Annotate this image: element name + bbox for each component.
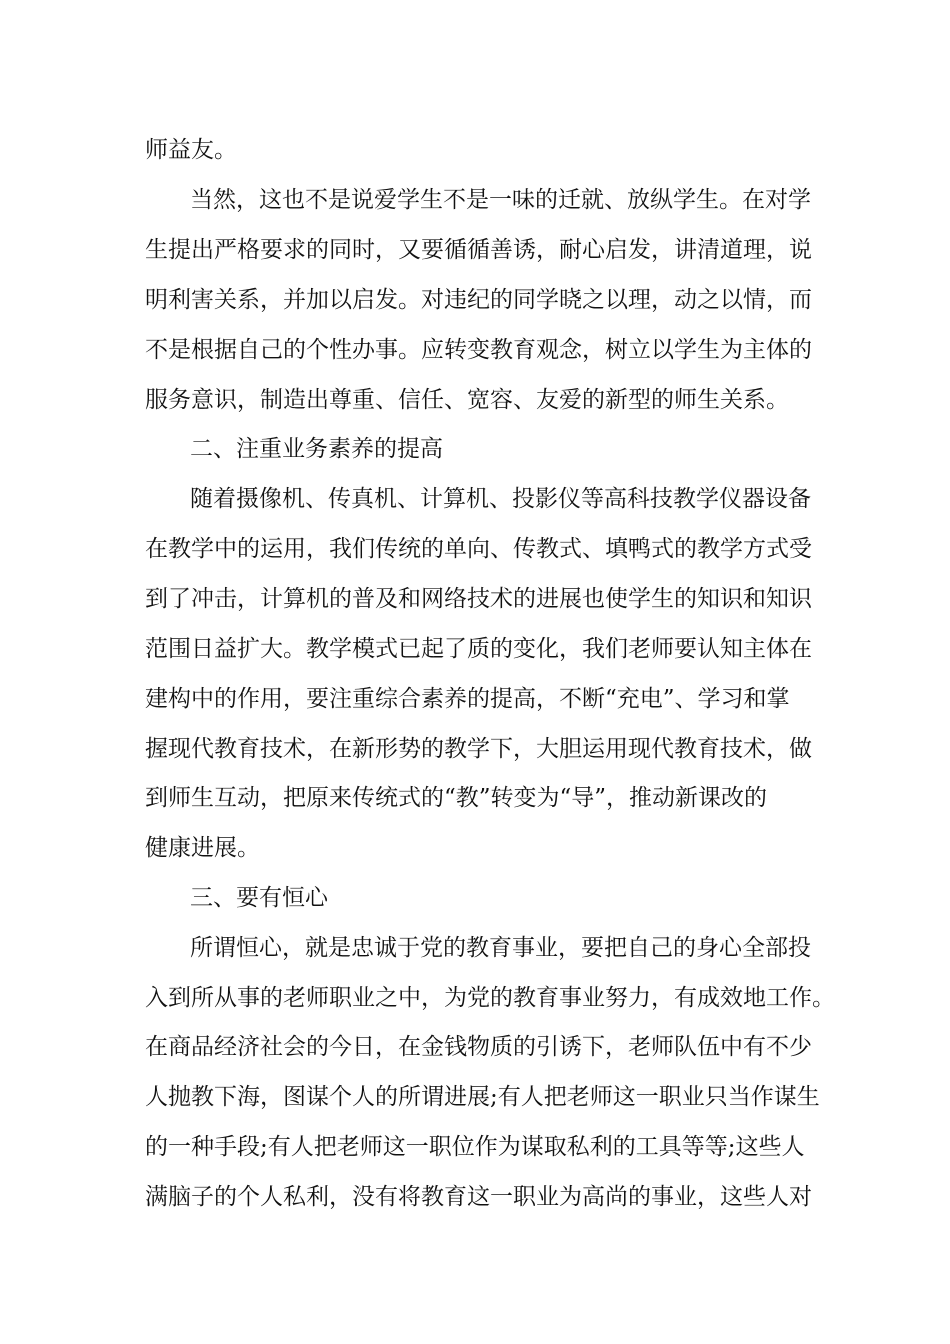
text-line: 在商品经济社会的今日，在金钱物质的引诱下，老师队伍中有不少 (145, 1034, 812, 1060)
text-line: 明利害关系，并加以启发。对违纪的同学晓之以理，动之以情，而 (145, 287, 812, 313)
text-line: 范围日益扩大。教学模式已起了质的变化，我们老师要认知主体在 (145, 636, 812, 662)
text-line: 健康进展。 (145, 835, 260, 861)
section-heading: 二、注重业务素养的提高 (190, 436, 443, 462)
section-heading: 三、要有恒心 (190, 885, 328, 911)
paragraph-start-line: 当然，这也不是说爱学生不是一味的迁就、放纵学生。在对学 (190, 187, 811, 213)
paragraph-start-line: 随着摄像机、传真机、计算机、投影仪等高科技教学仪器设备 (190, 486, 811, 512)
text-line: 的一种手段;有人把老师这一职位作为谋取私利的工具等等;这些人 (145, 1134, 805, 1160)
text-line: 生提出严格要求的同时，又要循循善诱，耐心启发，讲清道理，说 (145, 237, 812, 263)
text-line: 不是根据自己的个性办事。应转变教育观念，树立以学生为主体的 (145, 337, 812, 363)
text-line: 满脑子的个人私利，没有将教育这一职业为高尚的事业，这些人对 (145, 1184, 812, 1210)
text-line: 到了冲击，计算机的普及和网络技术的进展也使学生的知识和知识 (145, 586, 812, 612)
text-line: 握现代教育技术，在新形势的教学下，大胆运用现代教育技术，做 (145, 736, 812, 762)
text-line: 师益友。 (145, 137, 237, 163)
text-line: 到师生互动，把原来传统式的“教”转变为“导”，推动新课改的 (145, 785, 768, 811)
text-line: 建构中的作用，要注重综合素养的提高，不断“充电”、学习和掌 (145, 686, 790, 712)
text-line: 在教学中的运用，我们传统的单向、传教式、填鸭式的教学方式受 (145, 536, 812, 562)
text-line: 人抛教下海，图谋个人的所谓进展;有人把老师这一职业只当作谋生 (145, 1084, 820, 1110)
text-line: 服务意识，制造出尊重、信任、宽容、友爱的新型的师生关系。 (145, 387, 789, 413)
text-line: 入到所从事的老师职业之中，为党的教育事业努力，有成效地工作。 (145, 985, 835, 1011)
paragraph-start-line: 所谓恒心，就是忠诚于党的教育事业，要把自己的身心全部投 (190, 935, 811, 961)
